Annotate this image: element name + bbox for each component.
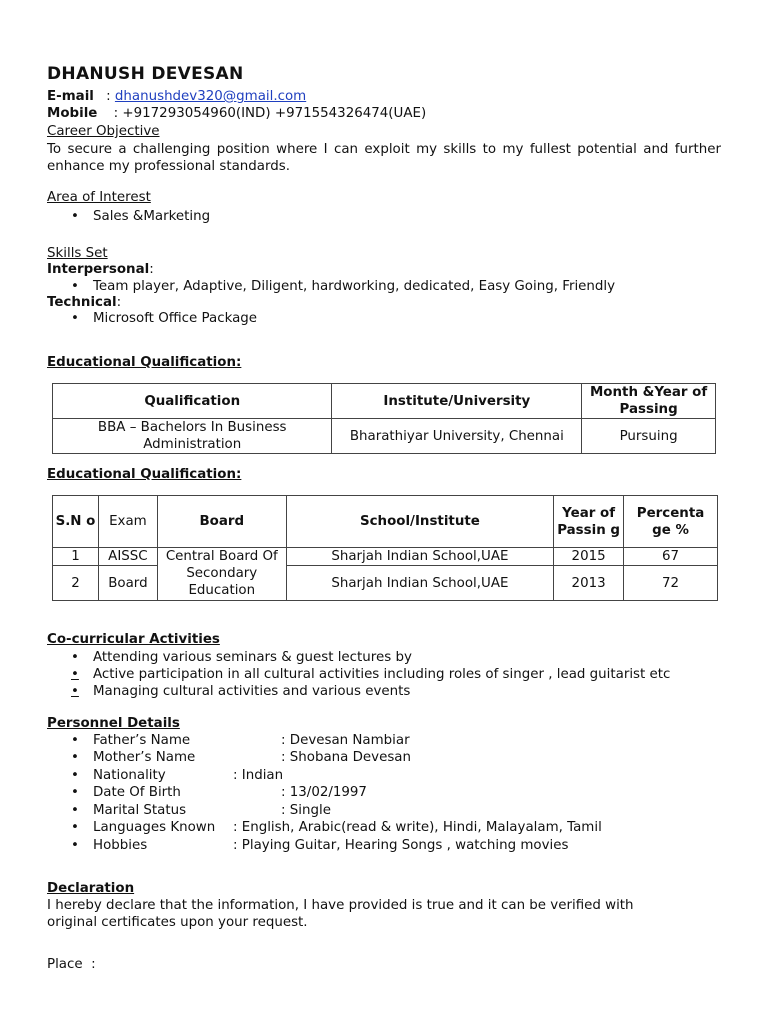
column-header: S.N o <box>53 496 99 548</box>
technical-list <box>47 310 257 327</box>
list-item: • Team player, Adaptive, Diligent, hardworking, dedicated, Easy Going, Friendly <box>47 278 615 295</box>
interest-list <box>47 208 210 225</box>
table-cell: AISSC <box>98 548 157 566</box>
skills-set-heading: Skills Set <box>47 246 108 261</box>
detail-row: • Hobbies : Playing Guitar, Hearing Songs , watching movies <box>71 838 569 853</box>
school-qualification-heading: Educational Qualification: <box>47 467 242 482</box>
career-objective-heading: Career Objective <box>47 124 160 139</box>
column-header: School/Institute <box>286 496 553 548</box>
place-label: Place : <box>47 957 96 972</box>
column-header: Percenta ge % <box>624 496 718 548</box>
detail-key: Marital Status <box>93 803 187 818</box>
personnel-details-list <box>47 732 727 854</box>
table-cell: Board <box>98 566 157 601</box>
detail-key: Nationality <box>93 768 166 783</box>
detail-value: : English, Arabic(read & write), Hindi, Malayalam, Tamil <box>233 820 602 835</box>
email-link[interactable]: dhanushdev320@gmail.com <box>114 89 307 104</box>
table-row <box>53 419 716 454</box>
detail-row: • Date Of Birth : 13/02/1997 <box>71 785 367 800</box>
column-header: Institute/University <box>332 384 582 419</box>
detail-value: : 13/02/1997 <box>281 785 367 800</box>
table-cell: 2 <box>53 566 99 601</box>
table-cell: 2013 <box>554 566 624 601</box>
area-of-interest-heading: Area of Interest <box>47 190 151 205</box>
declaration-heading: Declaration <box>47 881 135 896</box>
mobile-label: Mobile <box>47 106 98 121</box>
column-header: Qualification <box>53 384 332 419</box>
detail-row: • Nationality : Indian <box>71 768 284 783</box>
mobile-line <box>47 105 426 122</box>
detail-value: : Playing Guitar, Hearing Songs , watching movies <box>233 838 569 853</box>
table-cell: Bharathiyar University, Chennai <box>332 419 582 454</box>
table-row <box>53 566 718 601</box>
table-header-row <box>53 384 716 419</box>
table-cell: 72 <box>624 566 718 601</box>
interpersonal-line: Interpersonal: <box>47 262 154 277</box>
detail-value: : Devesan Nambiar <box>281 733 410 748</box>
column-header: Year of Passin g <box>554 496 624 548</box>
email-label: E-mail <box>47 89 94 104</box>
co-curricular-list <box>47 649 670 700</box>
interpersonal-label: Interpersonal <box>47 262 150 277</box>
detail-row: • Languages Known : English, Arabic(read & write), Hindi, Malayalam, Tamil <box>71 820 602 835</box>
declaration-text: I hereby declare that the information, I have provided is true and it can be verified with original certificates upon your request. <box>47 898 634 930</box>
degree-table <box>52 383 716 454</box>
candidate-name: DHANUSH DEVESAN <box>47 64 244 84</box>
educational-qualification-heading: Educational Qualification: <box>47 355 242 370</box>
table-cell: Sharjah Indian School,UAE <box>286 566 553 601</box>
school-table <box>52 495 718 601</box>
detail-key: Date Of Birth <box>93 785 181 800</box>
detail-key: Languages Known <box>93 820 216 835</box>
detail-key: Father’s Name <box>93 733 191 748</box>
column-header: Board <box>157 496 286 548</box>
interpersonal-list <box>47 278 615 295</box>
detail-key: Mother’s Name <box>93 750 196 765</box>
table-cell: BBA – Bachelors In Business Administration <box>53 419 332 454</box>
column-header: Month &Year of Passing <box>582 384 716 419</box>
table-cell: 1 <box>53 548 99 566</box>
column-header: Exam <box>98 496 157 548</box>
list-item: • Active participation in all cultural activities including roles of singer , lead guitarist etc <box>47 666 670 683</box>
technical-line: Technical: <box>47 295 122 310</box>
mobile-value: : +917293054960(IND) +971554326474(UAE) <box>113 106 427 121</box>
list-item: • Attending various seminars & guest lectures by <box>47 649 670 666</box>
detail-key: Hobbies <box>93 838 148 853</box>
list-item: • Managing cultural activities and various events <box>47 683 670 700</box>
table-cell: Central Board Of Secondary Education <box>157 548 286 601</box>
technical-label: Technical <box>47 295 117 310</box>
list-item: • Sales &Marketing <box>47 208 210 225</box>
detail-value: : Single <box>281 803 331 818</box>
table-cell: 2015 <box>554 548 624 566</box>
table-header-row <box>53 496 718 548</box>
career-objective-text: To secure a challenging position where I can exploit my skills to my fullest potential and further enhance my professional standards. <box>47 142 721 174</box>
detail-row: • Mother’s Name : Shobana Devesan <box>71 750 411 765</box>
table-row <box>53 548 718 566</box>
email-line <box>47 88 306 105</box>
personnel-details-heading: Personnel Details <box>47 716 180 731</box>
detail-value: : Shobana Devesan <box>281 750 411 765</box>
list-item: • Microsoft Office Package <box>47 310 257 327</box>
email-separator: : <box>106 89 111 104</box>
table-cell: 67 <box>624 548 718 566</box>
co-curricular-heading: Co-curricular Activities <box>47 632 220 647</box>
table-cell: Sharjah Indian School,UAE <box>286 548 553 566</box>
detail-value: : Indian <box>233 768 284 783</box>
detail-row: • Marital Status : Single <box>71 803 331 818</box>
detail-row: • Father’s Name : Devesan Nambiar <box>71 733 410 748</box>
table-cell: Pursuing <box>582 419 716 454</box>
